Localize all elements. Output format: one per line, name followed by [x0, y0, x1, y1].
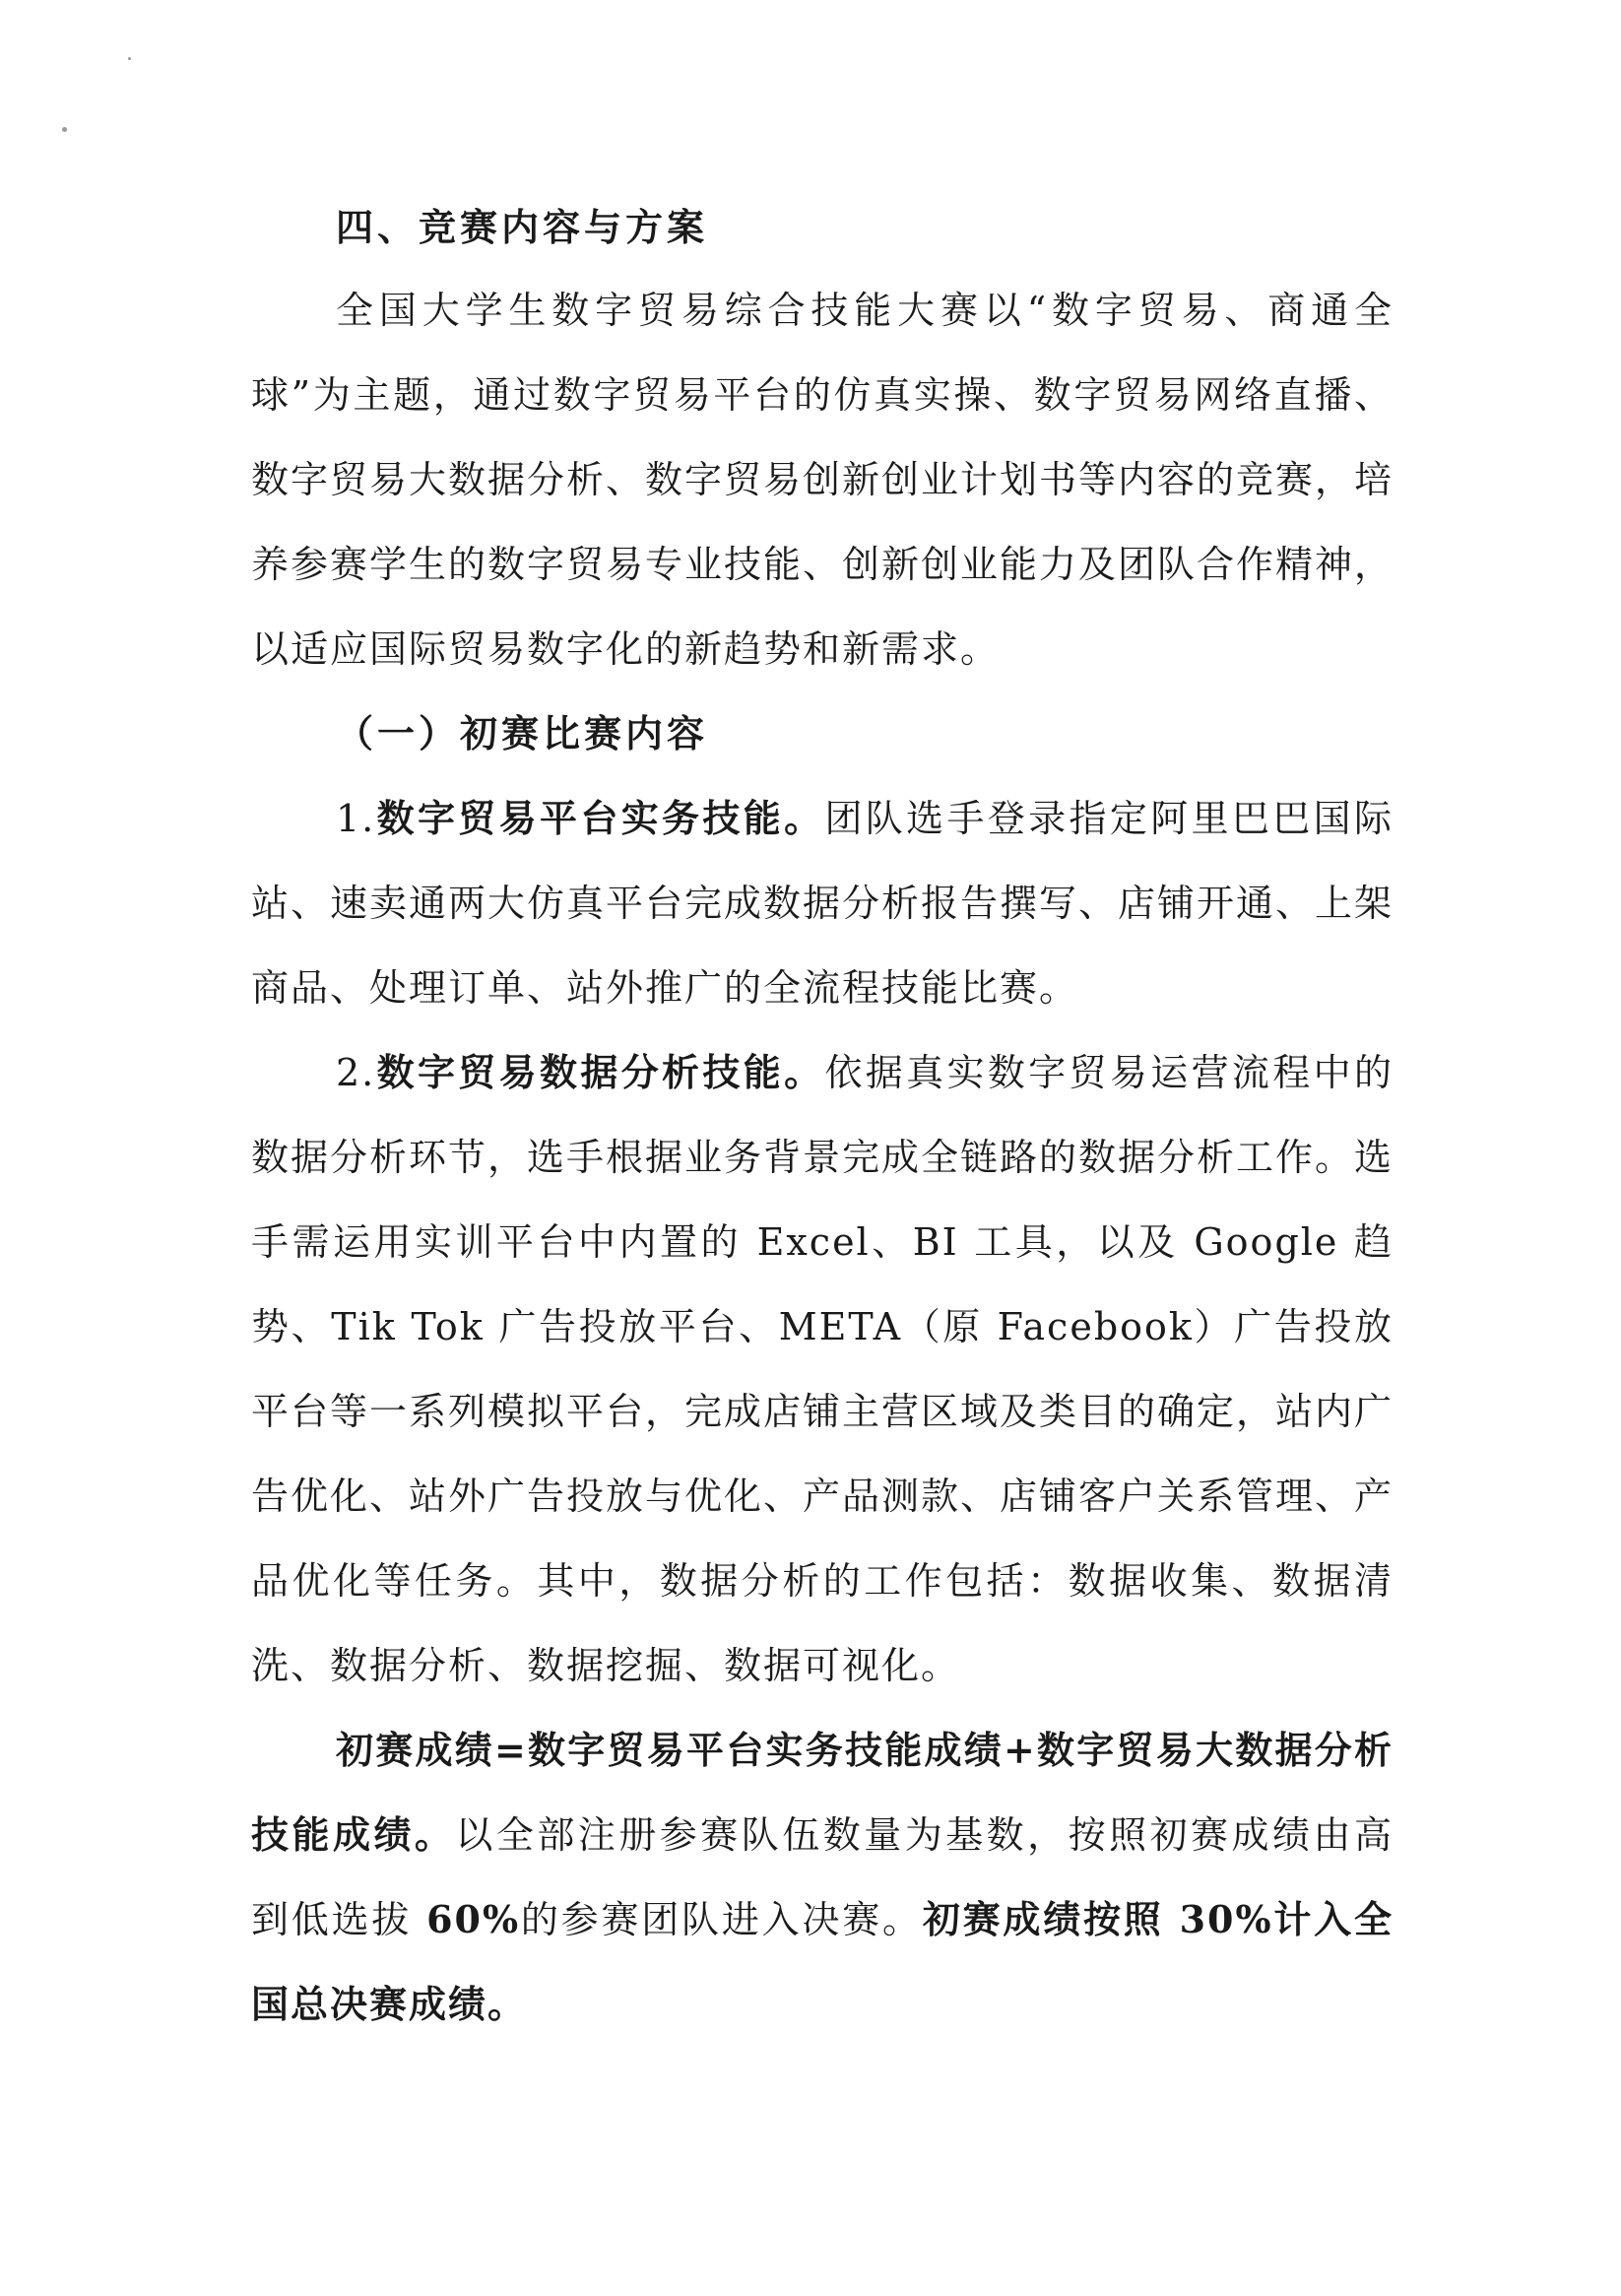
item-2-body: 依据真实数字贸易运营流程中的数据分析环节，选手根据业务背景完成全链路的数据分析工作。选手需运用实训平台中内置的 Excel、BI 工具，以及 Google 趋势、Tik Tok 广告投放平台、META（原 Facebook）广告投放平台等一系列模拟平台，完成店铺主营区域及类目的确定，站内广告优化、站外广告投放与优化、产品测款、店铺客户关系管理、产品优化等任务。其中，数据分析的工作包括：数据收集、数据清洗、数据分析、数据挖掘、数据可视化。: [251, 1051, 1394, 1687]
score-weight-text: 初赛成绩按照 30%计入全国总决赛成绩。: [251, 1897, 1394, 2026]
intro-paragraph: 全国大学生数字贸易综合技能大赛以“数字贸易、商通全球”为主题，通过数字贸易平台的仿真实操、数字贸易网络直播、数字贸易大数据分析、数字贸易创新创业计划书等内容的竞赛，培养参赛学生的数字贸易专业技能、创新创业能力及团队合作精神，以适应国际贸易数字化的新趋势和新需求。: [251, 289, 1394, 671]
score-formula: 初赛成绩=数字贸易平台实务技能成绩+数字贸易大数据分析技能成绩。: [251, 1728, 1394, 1857]
document-body: [251, 187, 1394, 2047]
score-advance-text: 的参赛团队进入决赛。: [520, 1898, 923, 1941]
section-heading: 四、竞赛内容与方案: [336, 205, 709, 249]
item-1-title: 数字贸易平台实务技能。: [375, 796, 825, 840]
item-1-paragraph: [251, 776, 1394, 1030]
item-1-body: 团队选手登录指定阿里巴巴国际站、速卖通两大仿真平台完成数据分析报告撰写、店铺开通、上架商品、处理订单、站外推广的全流程技能比赛。: [251, 797, 1394, 1010]
score-percent: 60%: [426, 1897, 521, 1941]
subsection-heading: （一）初赛比赛内容: [336, 711, 709, 755]
score-paragraph: [251, 1708, 1394, 2047]
item-2-paragraph: [251, 1030, 1394, 1708]
item-2-title: 数字贸易数据分析技能。: [375, 1050, 825, 1094]
item-1-number: 1.: [336, 797, 376, 840]
scan-speck: [128, 57, 131, 60]
item-2-number: 2.: [336, 1051, 376, 1094]
scan-speck: [62, 127, 67, 132]
score-selection-text: 以全部注册参赛队伍数量为基数，按照初赛成绩由高到低选拔: [251, 1813, 1394, 1941]
